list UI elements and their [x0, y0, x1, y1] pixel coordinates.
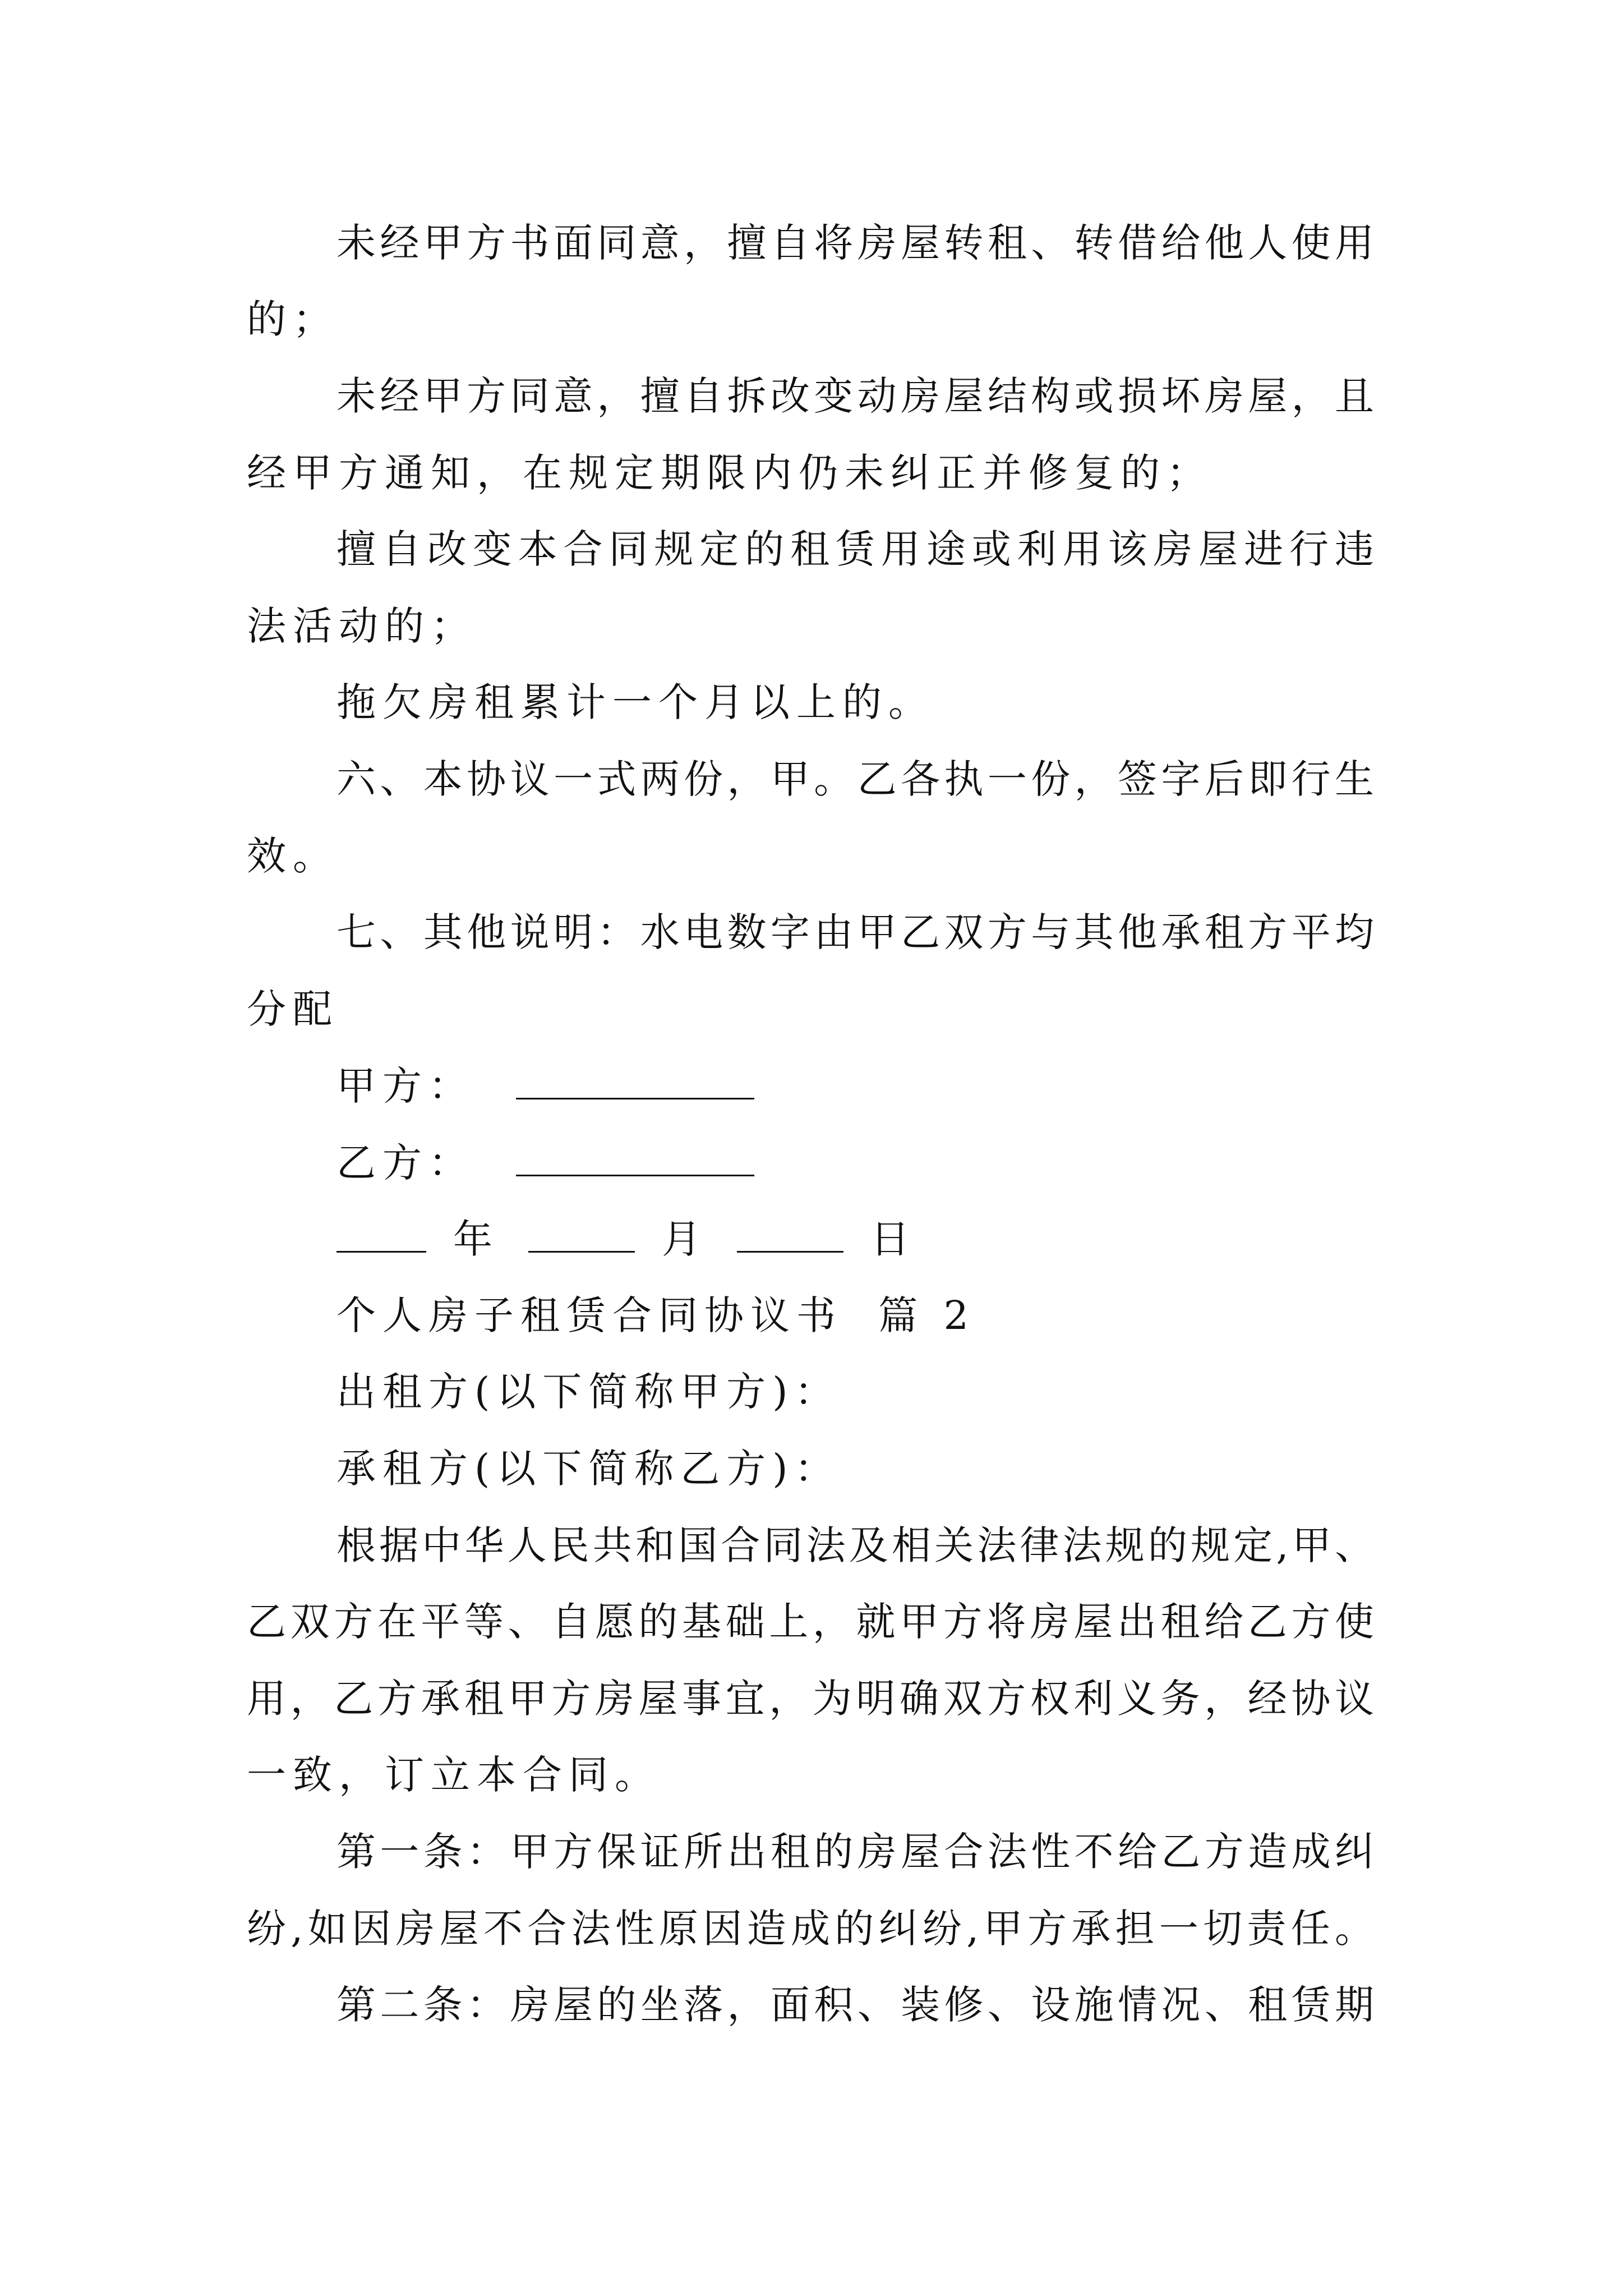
- section-title: 个人房子租赁合同协议书: [336, 1292, 842, 1338]
- month-blank: [528, 1212, 635, 1253]
- date-line: [336, 1212, 1374, 1266]
- body-line: 根据中华人民共和国合同法及相关法律法规的规定,甲、: [336, 1522, 1374, 1568]
- day-label: 日: [870, 1216, 916, 1262]
- clause-line: 分配: [247, 986, 339, 1032]
- clause-line: 法活动的；: [247, 603, 477, 649]
- year-blank: [336, 1212, 426, 1253]
- body-line: 一致，订立本合同。: [247, 1752, 661, 1798]
- clause-line: 拖欠房租累计一个月以上的。: [336, 679, 934, 725]
- article-line: 第二条：房屋的坐落，面积、装修、设施情况、租赁期: [336, 1982, 1374, 2028]
- clause-line: 效。: [247, 833, 339, 879]
- party-b-blank: [516, 1135, 754, 1176]
- month-label: 月: [662, 1216, 708, 1262]
- body-line: 乙双方在平等、自愿的基础上，就甲方将房屋出租给乙方使: [247, 1599, 1374, 1645]
- clause-line: 未经甲方书面同意，擅自将房屋转租、转借给他人使用: [336, 220, 1374, 266]
- clause-line: 六、本协议一式两份，甲。乙各执一份，签字后即行生: [336, 756, 1374, 802]
- clause-line: 未经甲方同意，擅自拆改变动房屋结构或损坏房屋，且: [336, 373, 1374, 419]
- lessor-line: 出租方(以下简称甲方)：: [336, 1369, 841, 1415]
- party-a-blank: [516, 1059, 754, 1099]
- clause-line: 的；: [247, 296, 339, 342]
- article-line: 第一条：甲方保证所出租的房屋合法性不给乙方造成纠: [336, 1829, 1374, 1875]
- lessee-line: 承租方(以下简称乙方)：: [336, 1446, 841, 1492]
- section-part: 篇 2: [878, 1292, 976, 1338]
- year-label: 年: [453, 1216, 499, 1262]
- body-line: 用，乙方承租甲方房屋事宜，为明确双方权利义务，经协议: [247, 1676, 1374, 1722]
- clause-line: 擅自改变本合同规定的租赁用途或利用该房屋进行违: [336, 526, 1374, 572]
- article-line: 纷,如因房屋不合法性原因造成的纠纷,甲方承担一切责任。: [247, 1906, 1374, 1952]
- clause-line: 经甲方通知，在规定期限内仍未纠正并修复的；: [247, 450, 1212, 496]
- party-a-label: 甲方：: [336, 1063, 474, 1109]
- clause-line: 七、其他说明：水电数字由甲乙双方与其他承租方平均: [336, 909, 1374, 955]
- day-blank: [737, 1212, 843, 1253]
- party-b-signature-line: [336, 1135, 1374, 1189]
- section-heading: [336, 1289, 1374, 1342]
- party-b-label: 乙方：: [336, 1140, 474, 1186]
- party-a-signature-line: [336, 1059, 1374, 1112]
